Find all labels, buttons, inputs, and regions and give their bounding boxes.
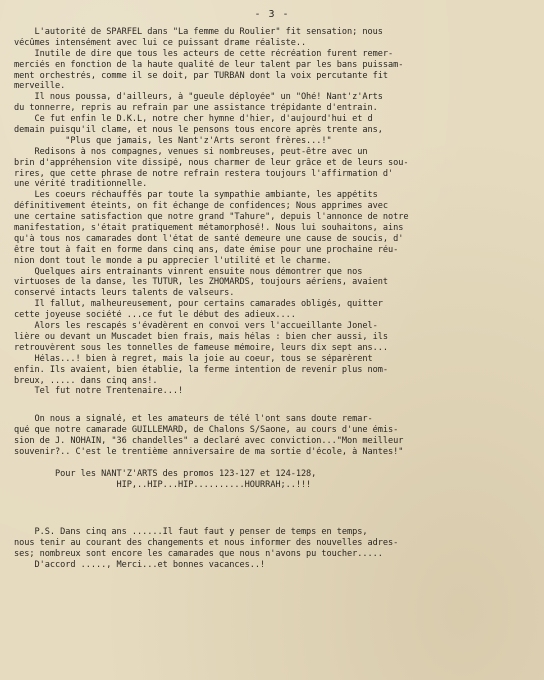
text-line: manifestation, s'était pratiquement métamorphosé!. Nous lui souhaitons, ains (14, 223, 404, 234)
text-line: P.S. Dans cinq ans ......Il faut faut y penser de temps en temps, (14, 527, 368, 538)
text-line: lière ou devant un Muscadet bien frais, mais hélas : bien cher aussi, ils (14, 331, 389, 342)
text-line: "Plus que jamais, les Nant'z'Arts seront frères...!" (14, 135, 332, 146)
text-line: sion de J. NOHAIN, "36 chandelles" a declaré avec conviction..."Mon meilleur (14, 435, 404, 446)
paragraph (14, 27, 530, 49)
paragraph (14, 147, 530, 191)
text-line: Tel fut notre Trentenaire...! (14, 386, 184, 397)
text-line: Alors les rescapés s'évadèrent en convoi vers l'accueillante Jonel- (14, 321, 378, 332)
text-line: breux, ..... dans cinq ans!. (14, 375, 158, 386)
closing (14, 469, 530, 491)
paragraph (14, 92, 530, 114)
text-line: demain puisqu'il clame, et nous le pensons tous encore après trente ans, (14, 125, 383, 136)
text-line: Ce fut enfin le D.K.L, notre cher hymne d'hier, d'aujourd'hui et d (14, 114, 373, 125)
text-line: ment orchestrés, comme il se doit, par TURBAN dont la voix percutante fit (14, 70, 389, 81)
paragraph (14, 267, 530, 300)
text-line: rires, que cette phrase de notre refrain restera toujours l'affirmation d' (14, 168, 394, 179)
body-text (14, 27, 530, 571)
text-line: Inutile de dire que tous les acteurs de cette récréation furent remer- (14, 48, 394, 59)
blank-line (14, 397, 530, 408)
blank-line (14, 490, 530, 516)
text-line: virtuoses de la danse, les TUTUR, les ZHOMARDS, toujours aériens, avaient (14, 277, 389, 288)
paragraph (14, 386, 530, 397)
paragraph (14, 49, 530, 93)
text-line: être tout à fait en forme dans cinq ans, date émise pour une prochaine réu- (14, 244, 399, 255)
text-line: une vérité traditionnelle. (14, 179, 148, 190)
text-line: Redisons à nos compagnes, venues si nombreuses, peut-être avec un (14, 146, 368, 157)
paragraph (14, 321, 530, 354)
paragraph (14, 114, 530, 147)
paragraph (14, 299, 530, 321)
text-line: D'accord ....., Merci...et bonnes vacances..! (14, 559, 266, 570)
text-line: Quelques airs entrainants vinrent ensuite nous démontrer que nos (14, 266, 363, 277)
text-line: vécûmes intensément avec lui ce puissant drame réaliste.. (14, 37, 307, 48)
text-line: nous tenir au courant des changements et nous informer des nouvelles adres- (14, 538, 399, 549)
text-line: merveille. (14, 81, 66, 92)
postscript (14, 527, 530, 571)
text-line: ses; nombreux sont encore les camarades que nous n'avons pu toucher..... (14, 549, 383, 560)
text-line: une certaine satisfaction que notre grand "Tahure", depuis l'annonce de notre (14, 212, 409, 223)
blank-line (14, 458, 530, 469)
text-line: retrouvèrent sous les tonnelles de fameuse mémoire, leurs dix sept ans... (14, 342, 389, 353)
text-line: brin d'appréhension vite dissipé, nous charmer de leur grâce et de leurs sou- (14, 157, 409, 168)
text-line: Les coeurs réchauffés par toute la sympathie ambiante, les appétits (14, 190, 378, 201)
paragraph (14, 190, 530, 266)
text-line: L'autorité de SPARFEL dans "La femme du Roulier" fit sensation; nous (14, 27, 383, 37)
text-line: merciés en fonction de la haute qualité de leur talent par les bans puissam- (14, 59, 404, 70)
blank-line (14, 516, 530, 527)
text-line: conservé intacts leurs talents de valseurs. (14, 288, 235, 299)
text-line: qué que notre camarade GUILLEMARD, de Chalons S/Saone, au cours d'une émis- (14, 425, 399, 436)
text-line: nion dont tout le monde a pu apprecier l'utilité et le charme. (14, 255, 332, 266)
text-line: cette joyeuse société ...ce fut le début des adieux.... (14, 310, 296, 321)
text-line: qu'à tous nos camarades dont l'état de santé demeure une cause de soucis, d' (14, 233, 404, 244)
text-line: du tonnerre, repris au refrain par une assistance trépidante d'entrain. (14, 103, 378, 114)
text-line: Pour les NANT'Z'ARTS des promos 123-127 et 124-128, (14, 468, 317, 479)
paragraph (14, 354, 530, 387)
text-line: souvenir?.. C'est le trentième anniversaire de ma sortie d'école, à Nantes!" (14, 446, 404, 457)
text-line: Hélas...! bien à regret, mais la joie au coeur, tous se séparèrent (14, 353, 373, 364)
text-line: Il nous poussa, d'ailleurs, à "gueule déployée" un "Ohé! Nant'z'Arts (14, 92, 383, 103)
text-line: enfin. Ils avaient, bien établie, la ferme intention de revenir plus nom- (14, 364, 389, 375)
paragraph-tele (14, 414, 530, 458)
page-number: - 3 - (254, 9, 290, 20)
text-line: Il fallut, malheureusement, pour certains camarades obligés, quitter (14, 299, 383, 310)
text-line: On nous a signalé, et les amateurs de télé l'ont sans doute remar- (14, 414, 373, 425)
text-line: HIP,..HIP...HIP..........HOURRAH;..!!! (14, 479, 312, 490)
text-line: définitivement éteints, on fit échange de confidences; Nous apprimes avec (14, 201, 389, 212)
